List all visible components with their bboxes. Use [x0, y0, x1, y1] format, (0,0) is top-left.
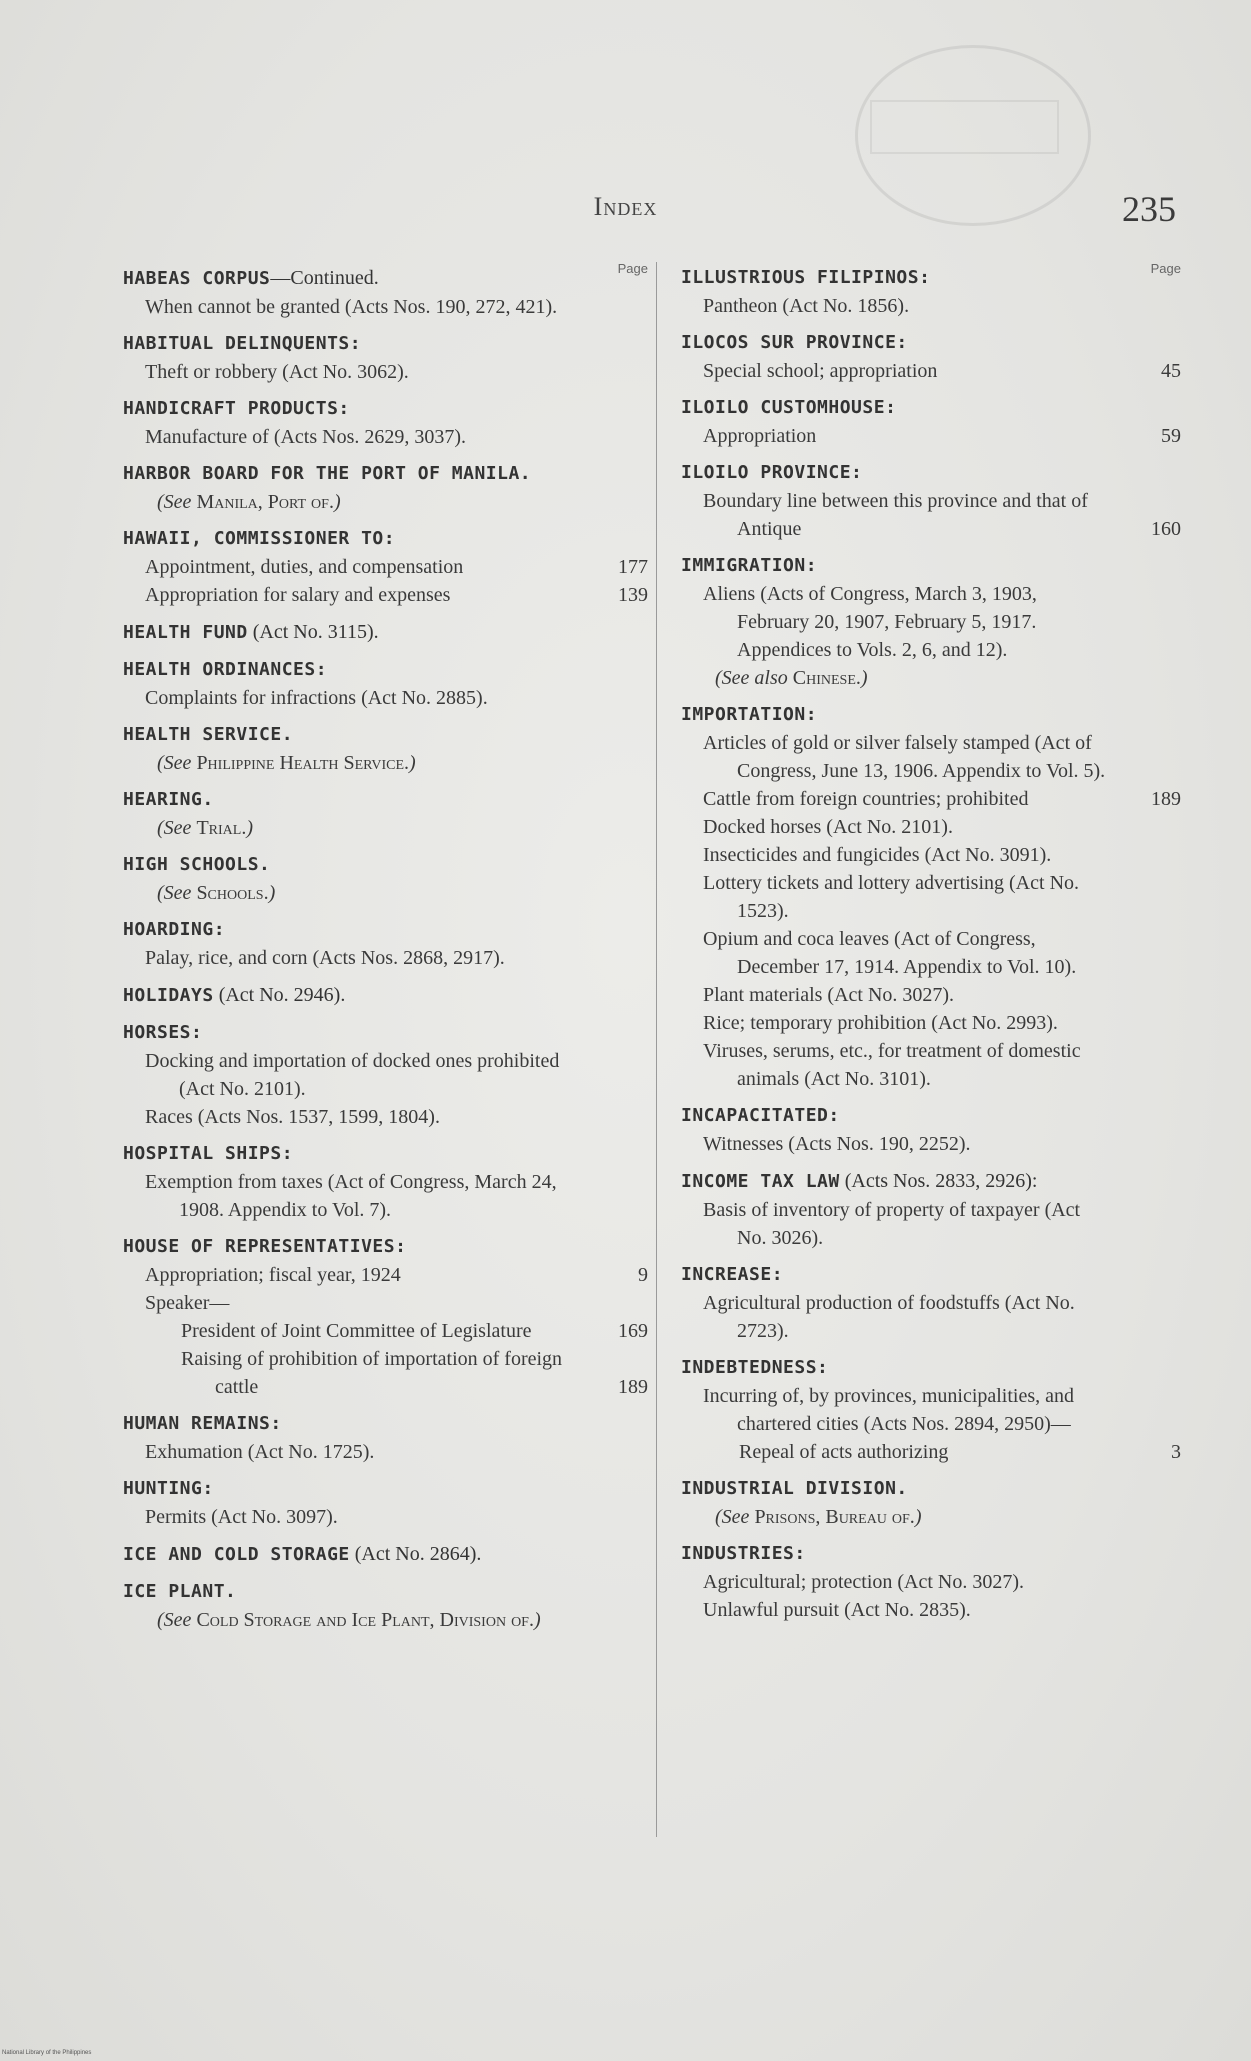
index-heading — [681, 701, 1181, 729]
cross-reference: (See Schools.) — [157, 882, 276, 904]
subentry-text: Rice; temporary prohibition (Act No. 2993). — [703, 1012, 1058, 1034]
index-heading — [681, 1261, 1181, 1289]
subentry-text: Pantheon (Act No. 1856). — [703, 295, 910, 317]
index-subentry — [681, 422, 1181, 450]
see-label: See — [163, 752, 192, 774]
heading-reference: (Act No. 2864). — [349, 1543, 482, 1565]
heading-text: HABITUAL DELINQUENTS: — [123, 333, 362, 354]
heading-continued: —Continued. — [270, 267, 379, 289]
index-subentry — [123, 358, 648, 386]
heading-text: INCREASE: — [681, 1264, 784, 1285]
subentry-text: Incurring of, by provinces, municipalities, and chartered cities (Acts Nos. 2894, 2950)— — [703, 1385, 1075, 1435]
index-heading — [123, 851, 648, 879]
cross-reference: (See Philippine Health Service.) — [157, 752, 416, 774]
index-subentry — [123, 293, 648, 321]
subentry-text: Appointment, duties, and compensation — [145, 556, 464, 578]
index-subentry — [681, 813, 1181, 841]
heading-text: INDUSTRIAL DIVISION. — [681, 1478, 908, 1499]
index-heading — [123, 1475, 648, 1503]
see-target: Prisons, Bureau of. — [754, 1506, 915, 1528]
subentry-text: Unlawful pursuit (Act No. 2835). — [703, 1599, 971, 1621]
cross-reference: (See Cold Storage and Ice Plant, Division of.) — [157, 1609, 541, 1631]
heading-text: IMMIGRATION: — [681, 555, 818, 576]
index-subentry — [123, 553, 648, 581]
subentry-text: Appropriation — [703, 425, 817, 447]
cross-reference: (See Prisons, Bureau of.) — [715, 1506, 922, 1528]
index-subentry — [123, 581, 648, 609]
index-subentry — [681, 487, 1181, 543]
stamp-band-icon — [870, 100, 1059, 154]
index-heading — [123, 460, 648, 488]
index-heading — [123, 786, 648, 814]
heading-text: HOARDING: — [123, 919, 226, 940]
index-heading — [681, 459, 1181, 487]
see-target: Trial. — [196, 817, 247, 839]
see-label: See — [163, 1609, 192, 1631]
index-subentry — [123, 1317, 648, 1345]
subentry-text: Races (Acts Nos. 1537, 1599, 1804). — [145, 1106, 440, 1128]
index-heading — [123, 618, 648, 647]
column-divider — [656, 262, 657, 1837]
index-subentry — [123, 1261, 648, 1289]
heading-text: HORSES: — [123, 1022, 203, 1043]
subentry-text: Basis of inventory of property of taxpayer (Act No. 3026). — [703, 1199, 1081, 1249]
index-heading — [123, 525, 648, 553]
heading-text: HUMAN REMAINS: — [123, 1413, 282, 1434]
index-subentry — [681, 869, 1181, 925]
subentry-text: Opium and coca leaves (Act of Congress, December 17, 1914. Appendix to Vol. 10). — [703, 928, 1077, 978]
heading-reference: (Act No. 3115). — [247, 621, 379, 643]
subentry-text: Appropriation; fiscal year, 1924 — [145, 1264, 401, 1286]
index-heading — [123, 264, 648, 293]
heading-text: ICE PLANT. — [123, 1581, 237, 1602]
subentry-text: Repeal of acts authorizing — [739, 1441, 949, 1463]
heading-text: INDEBTEDNESS: — [681, 1357, 829, 1378]
index-heading — [681, 1540, 1181, 1568]
index-heading — [681, 329, 1181, 357]
subentry-text: Agricultural; protection (Act No. 3027). — [703, 1571, 1025, 1593]
index-heading — [123, 656, 648, 684]
subentry-text: Palay, rice, and corn (Acts Nos. 2868, 2917). — [145, 947, 505, 969]
page-number: 235 — [1122, 189, 1176, 229]
index-subentry — [681, 785, 1181, 813]
see-target: Philippine Health Service. — [196, 752, 410, 774]
subentry-text: Theft or robbery (Act No. 3062). — [145, 361, 409, 383]
subentry-text: Insecticides and fungicides (Act No. 3091). — [703, 844, 1052, 866]
subentry-text: Agricultural production of foodstuffs (Act No. 2723). — [703, 1292, 1075, 1342]
heading-reference: (Act No. 2946). — [213, 984, 346, 1006]
subentry-text: Appropriation for salary and expenses — [145, 584, 451, 606]
index-heading — [123, 1540, 648, 1569]
index-subentry — [681, 1568, 1181, 1596]
page-reference: 189 — [1151, 788, 1181, 810]
heading-text: IMPORTATION: — [681, 704, 818, 725]
heading-text: ILOCOS SUR PROVINCE: — [681, 332, 908, 353]
heading-text: HOSPITAL SHIPS: — [123, 1143, 294, 1164]
subentry-text: Lottery tickets and lottery advertising (Act No. 1523). — [703, 872, 1080, 922]
see-label: See — [163, 882, 192, 904]
subentry-text: Manufacture of (Acts Nos. 2629, 3037). — [145, 426, 467, 448]
index-heading — [123, 721, 648, 749]
subentry-text: Witnesses (Acts Nos. 190, 2252). — [703, 1133, 971, 1155]
index-subentry — [681, 1438, 1181, 1466]
index-heading — [123, 1410, 648, 1438]
index-heading — [681, 1354, 1181, 1382]
heading-text: HANDICRAFT PRODUCTS: — [123, 398, 350, 419]
heading-text: ILOILO PROVINCE: — [681, 462, 863, 483]
subentry-text: Permits (Act No. 3097). — [145, 1506, 338, 1528]
page-reference: 169 — [618, 1320, 648, 1342]
index-heading — [681, 552, 1181, 580]
index-subentry — [681, 1596, 1181, 1624]
index-subentry — [123, 1503, 648, 1531]
see-target: Manila, Port of. — [196, 491, 334, 513]
page-reference: 59 — [1161, 425, 1181, 447]
index-subentry — [681, 729, 1181, 785]
subentry-text: Aliens (Acts of Congress, March 3, 1903, February 20, 1907, February 5, 1917. Appendices to Vols. 2, 6, and 12). — [703, 583, 1037, 661]
index-heading — [123, 1578, 648, 1606]
index-subentry — [681, 1130, 1181, 1158]
subentry-text: Cattle from foreign countries; prohibited — [703, 788, 1029, 810]
subentry-text: Speaker— — [145, 1292, 230, 1314]
subentry-text: Docking and importation of docked ones prohibited (Act No. 2101). — [145, 1050, 560, 1100]
heading-text: INCOME TAX LAW — [681, 1171, 840, 1192]
index-subentry — [681, 580, 1181, 664]
heading-text: HAWAII, COMMISSIONER TO: — [123, 528, 396, 549]
index-subentry — [681, 1037, 1181, 1093]
heading-text: HEALTH FUND — [123, 622, 248, 643]
heading-text: ILLUSTRIOUS FILIPINOS: — [681, 267, 931, 288]
footer-credit: National Library of the Philippines — [2, 2050, 92, 2056]
subentry-text: Boundary line between this province and that of Antique — [703, 490, 1088, 540]
index-subentry — [681, 1009, 1181, 1037]
cross-reference: (See also Chinese.) — [715, 667, 868, 689]
see-label: See — [163, 491, 192, 513]
heading-text: HOUSE OF REPRESENTATIVES: — [123, 1236, 407, 1257]
page-column-label: Page — [1150, 261, 1181, 276]
page-reference: 9 — [638, 1264, 648, 1286]
subentry-text: Raising of prohibition of importation of foreign cattle — [181, 1348, 563, 1398]
index-subentry — [681, 292, 1181, 320]
heading-text: HUNTING: — [123, 1478, 214, 1499]
index-subentry — [123, 1345, 648, 1401]
index-subentry — [123, 1103, 648, 1131]
subentry-text: Exemption from taxes (Act of Congress, March 24, 1908. Appendix to Vol. 7). — [145, 1171, 557, 1221]
heading-text: INDUSTRIES: — [681, 1543, 806, 1564]
left-column — [123, 255, 648, 1634]
index-heading — [123, 916, 648, 944]
index-heading — [681, 1475, 1181, 1503]
see-target: Cold Storage and Ice Plant, Division of. — [196, 1609, 534, 1631]
index-heading — [123, 1019, 648, 1047]
index-heading — [123, 1233, 648, 1261]
index-subentry — [681, 1289, 1181, 1345]
page-column-label: Page — [617, 261, 648, 276]
index-heading — [681, 1102, 1181, 1130]
heading-text: HEARING. — [123, 789, 214, 810]
heading-text: HIGH SCHOOLS. — [123, 854, 271, 875]
see-label: See — [721, 1506, 750, 1528]
index-subentry — [123, 1438, 648, 1466]
index-subentry — [123, 944, 648, 972]
heading-text: HEALTH ORDINANCES: — [123, 659, 328, 680]
index-subentry — [681, 357, 1181, 385]
index-heading — [123, 330, 648, 358]
subentry-text: Plant materials (Act No. 3027). — [703, 984, 955, 1006]
heading-text: HABEAS CORPUS — [123, 268, 271, 289]
subentry-text: Special school; appropriation — [703, 360, 938, 382]
index-subentry — [681, 981, 1181, 1009]
subentry-text: Articles of gold or silver falsely stamped (Act of Congress, June 13, 1906. Appendix to Vol. 5). — [703, 732, 1106, 782]
index-subentry — [681, 925, 1181, 981]
index-heading — [681, 394, 1181, 422]
page-reference: 189 — [618, 1376, 648, 1398]
see-label: See also — [721, 667, 788, 689]
index-subentry — [681, 1196, 1181, 1252]
index-subentry — [681, 841, 1181, 869]
heading-text: INCAPACITATED: — [681, 1105, 840, 1126]
heading-text: ICE AND COLD STORAGE — [123, 1544, 350, 1565]
index-heading — [123, 1140, 648, 1168]
page-reference: 160 — [1151, 518, 1181, 540]
heading-text: HOLIDAYS — [123, 985, 214, 1006]
subentry-text: Complaints for infractions (Act No. 2885). — [145, 687, 488, 709]
subentry-text: Exhumation (Act No. 1725). — [145, 1441, 375, 1463]
index-subentry — [123, 1047, 648, 1103]
index-subentry — [123, 423, 648, 451]
heading-reference: (Acts Nos. 2833, 2926): — [839, 1170, 1038, 1192]
index-heading — [681, 264, 1181, 292]
see-target: Schools. — [196, 882, 269, 904]
page-reference: 3 — [1171, 1441, 1181, 1463]
index-subentry — [123, 684, 648, 712]
index-subentry — [681, 1382, 1181, 1438]
index-heading — [681, 1167, 1181, 1196]
page-title: Index — [593, 192, 658, 221]
heading-text: HARBOR BOARD FOR THE PORT OF MANILA. — [123, 463, 532, 484]
subentry-text: When cannot be granted (Acts Nos. 190, 272, 421). — [145, 296, 558, 318]
index-subentry — [123, 1168, 648, 1224]
page-reference: 177 — [618, 556, 648, 578]
index-heading — [123, 981, 648, 1010]
page-reference: 45 — [1161, 360, 1181, 382]
subentry-text: Viruses, serums, etc., for treatment of domestic animals (Act No. 3101). — [703, 1040, 1081, 1090]
heading-text: ILOILO CUSTOMHOUSE: — [681, 397, 897, 418]
see-label: See — [163, 817, 192, 839]
right-column — [681, 255, 1181, 1624]
cross-reference: (See Manila, Port of.) — [157, 491, 341, 513]
heading-text: HEALTH SERVICE. — [123, 724, 294, 745]
see-target: Chinese. — [792, 667, 861, 689]
cross-reference: (See Trial.) — [157, 817, 253, 839]
index-heading — [123, 395, 648, 423]
page-reference: 139 — [618, 584, 648, 606]
index-subentry — [123, 1289, 648, 1317]
subentry-text: President of Joint Committee of Legislature — [181, 1320, 532, 1342]
subentry-text: Docked horses (Act No. 2101). — [703, 816, 953, 838]
